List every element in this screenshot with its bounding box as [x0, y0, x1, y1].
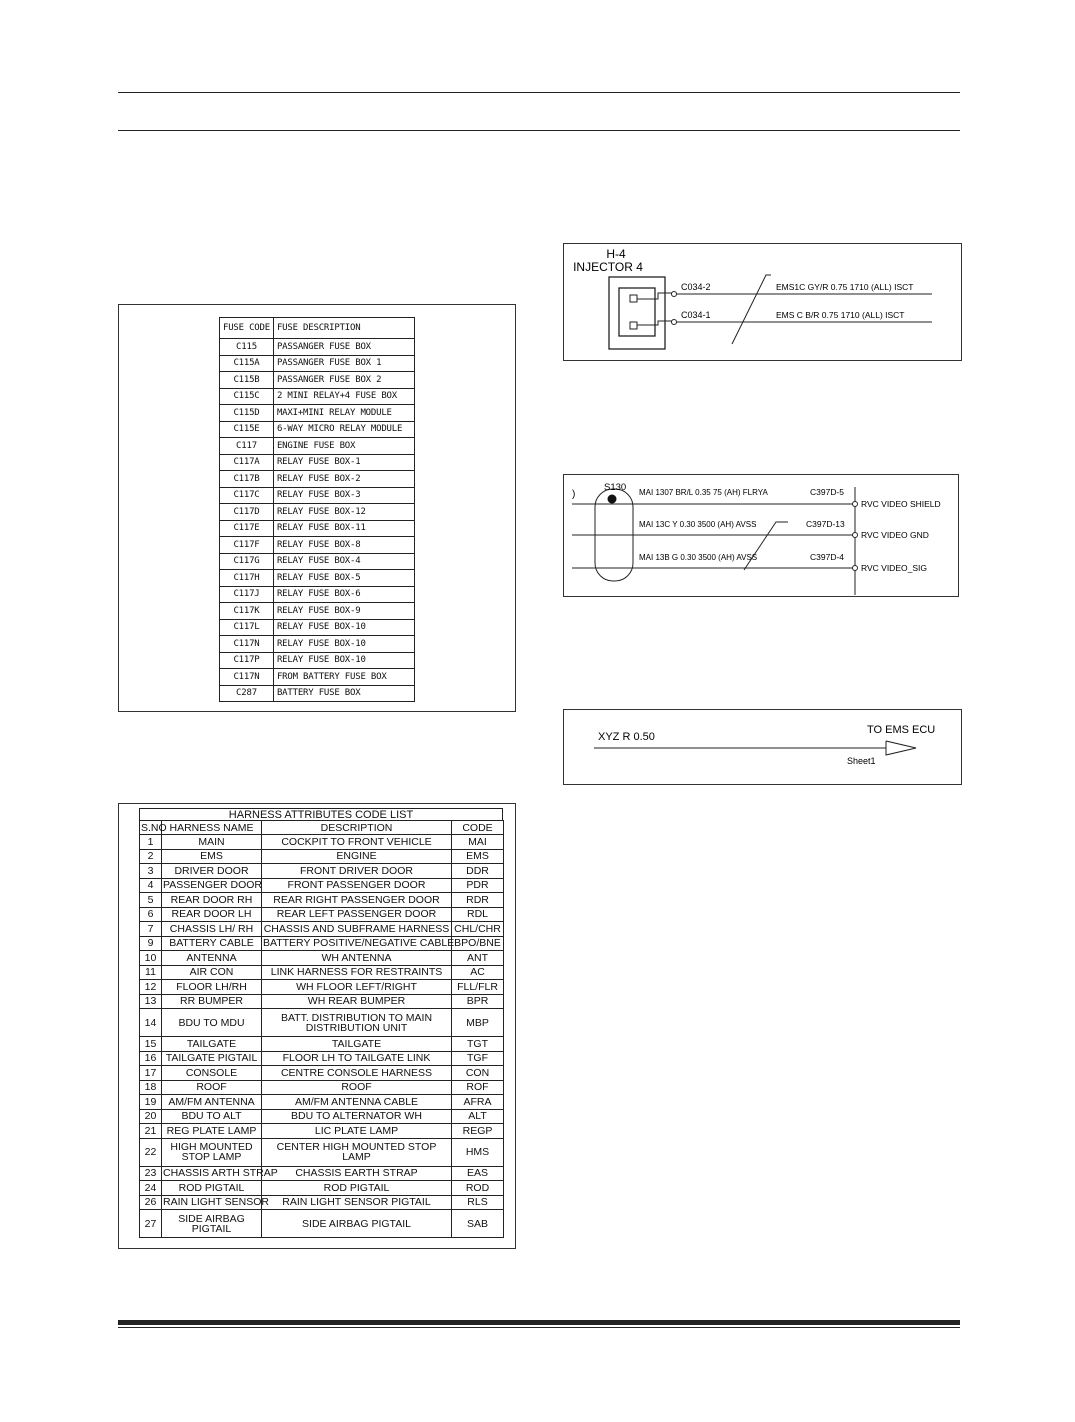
fuse-table-row: [220, 570, 415, 587]
injector-contact-bottom: [630, 322, 637, 329]
harness-table-row: [140, 849, 504, 864]
rvc-pin-shield: [853, 502, 858, 507]
harness-name-cell: CHASSIS ARTH STRAP: [163, 1167, 278, 1180]
sno-header: S.NO: [141, 821, 167, 834]
sno-cell: 9: [140, 936, 162, 951]
harness-name-cell: BDU TO ALT: [162, 1109, 262, 1124]
offsheet-destination: TO EMS ECU: [867, 724, 936, 736]
harness-name-cell: ROD PIGTAIL: [162, 1181, 262, 1196]
fuse-code-cell: C117D: [220, 504, 274, 521]
description-cell: CENTRE CONSOLE HARNESS: [262, 1066, 452, 1081]
twisted-pair-mark: [732, 275, 771, 344]
fuse-description-cell: PASSANGER FUSE BOX 2: [273, 372, 414, 389]
fuse-table-row: [220, 454, 415, 471]
fuse-code-header: FUSE CODE: [220, 318, 274, 339]
header-rule-top: [118, 92, 960, 93]
shield-bracket-mark: ): [572, 489, 576, 500]
harness-table-row: [140, 1210, 504, 1238]
harness-name-cell: ROOF: [162, 1080, 262, 1095]
description-cell: TAILGATE: [262, 1037, 452, 1052]
sno-cell: 6: [140, 907, 162, 922]
sno-cell: 19: [140, 1095, 162, 1110]
sno-cell: 3: [140, 864, 162, 879]
rvc-wire-gnd-spec: MAI 13C Y 0.30 3500 (AH) AVSS: [639, 520, 757, 529]
harness-name-cell: ANTENNA: [162, 951, 262, 966]
harness-table-row: [140, 951, 504, 966]
code-cell: RLS: [452, 1195, 504, 1210]
sno-cell: 24: [140, 1181, 162, 1196]
harness-table-row: [140, 965, 504, 980]
rvc-conn-gnd: C397D-13: [806, 519, 845, 529]
sno-cell: 20: [140, 1109, 162, 1124]
code-cell: ANT: [452, 951, 504, 966]
fuse-description-cell: RELAY FUSE BOX-5: [273, 570, 414, 587]
harness-table-row: [140, 1181, 504, 1196]
code-cell: CHL/CHR: [452, 922, 504, 937]
injector-ref-label: H-4: [606, 247, 626, 261]
harness-name-cell: MAIN: [162, 835, 262, 850]
harness-name-cell: SIDE AIRBAG PIGTAIL: [162, 1210, 262, 1238]
description-cell: RAIN LIGHT SENSOR PIGTAIL: [262, 1195, 452, 1210]
fuse-code-cell: C287: [220, 685, 274, 702]
harness-table-title: HARNESS ATTRIBUTES CODE LIST: [139, 808, 503, 821]
harness-table-row: [140, 922, 504, 937]
fuse-description-header: FUSE DESCRIPTION: [273, 318, 414, 339]
fuse-table-row: [220, 586, 415, 603]
code-cell: EMS: [452, 849, 504, 864]
rvc-signal-gnd: RVC VIDEO GND: [861, 530, 929, 540]
injector-pin-top-label: C034-2: [681, 282, 711, 292]
code-cell: PDR: [452, 878, 504, 893]
fuse-table-row: [220, 504, 415, 521]
fuse-description-cell: RELAY FUSE BOX-11: [273, 520, 414, 537]
pin-marker-top: [672, 292, 677, 297]
fuse-description-cell: PASSANGER FUSE BOX 1: [273, 355, 414, 372]
description-cell: REAR RIGHT PASSENGER DOOR: [262, 893, 452, 908]
description-header: DESCRIPTION: [262, 821, 452, 835]
code-cell: ROD: [452, 1181, 504, 1196]
rvc-signal-sig: RVC VIDEO_SIG: [861, 563, 927, 573]
fuse-table-row: [220, 603, 415, 620]
fuse-description-cell: 2 MINI RELAY+4 FUSE BOX: [273, 388, 414, 405]
description-cell: CENTER HIGH MOUNTED STOP LAMP: [262, 1138, 452, 1166]
harness-table-row: [140, 907, 504, 922]
fuse-table-row: [220, 685, 415, 702]
harness-table-row: [140, 1066, 504, 1081]
offsheet-diagram: [564, 710, 960, 783]
harness-name-cell: AIR CON: [162, 965, 262, 980]
harness-table-row: [140, 980, 504, 995]
fuse-description-cell: RELAY FUSE BOX-10: [273, 636, 414, 653]
harness-table-row: [140, 1009, 504, 1037]
splice-dot: [608, 495, 617, 504]
description-cell: COCKPIT TO FRONT VEHICLE: [262, 835, 452, 850]
fuse-description-cell: MAXI+MINI RELAY MODULE: [273, 405, 414, 422]
harness-table-row: [140, 1138, 504, 1166]
harness-name-cell: TAILGATE PIGTAIL: [162, 1051, 262, 1066]
harness-name-cell: CONSOLE: [162, 1066, 262, 1081]
fuse-code-cell: C115B: [220, 372, 274, 389]
offsheet-sheet-label: Sheet1: [847, 756, 876, 766]
harness-name-cell: EMS: [162, 849, 262, 864]
harness-name-cell: CHASSIS LH/ RH: [162, 922, 262, 937]
sno-cell: 26: [140, 1195, 162, 1210]
injector-wire-bottom-label: EMS C B/R 0.75 1710 (ALL) ISCT: [776, 310, 905, 320]
fuse-description-cell: RELAY FUSE BOX-10: [273, 619, 414, 636]
fuse-table-row: [220, 669, 415, 686]
harness-name-cell: REG PLATE LAMP: [162, 1124, 262, 1139]
harness-name-cell: RAIN LIGHT SENSOR: [163, 1196, 269, 1209]
fuse-table-row: [220, 553, 415, 570]
fuse-description-cell: RELAY FUSE BOX-2: [273, 471, 414, 488]
description-cell: FLOOR LH TO TAILGATE LINK: [262, 1051, 452, 1066]
code-cell: FLL/FLR: [452, 980, 504, 995]
code-cell: AFRA: [452, 1095, 504, 1110]
harness-table-row: [140, 936, 504, 951]
sno-cell: 27: [140, 1210, 162, 1238]
description-cell: SIDE AIRBAG PIGTAIL: [262, 1210, 452, 1238]
rvc-pin-gnd: [853, 533, 858, 538]
fuse-code-cell: C117N: [220, 636, 274, 653]
harness-name-cell: AM/FM ANTENNA: [162, 1095, 262, 1110]
fuse-description-cell: RELAY FUSE BOX-9: [273, 603, 414, 620]
sno-cell: 15: [140, 1037, 162, 1052]
harness-name-cell: HIGH MOUNTED STOP LAMP: [162, 1138, 262, 1166]
offsheet-wire-label: XYZ R 0.50: [598, 731, 655, 743]
fuse-code-cell: C115: [220, 339, 274, 356]
fuse-table-row: [220, 405, 415, 422]
sno-cell: 10: [140, 951, 162, 966]
rvc-wire-shield-spec: MAI 1307 BR/L 0.35 75 (AH) FLRYA: [639, 488, 768, 497]
rvc-conn-sig: C397D-4: [810, 552, 845, 562]
fuse-description-cell: RELAY FUSE BOX-1: [273, 454, 414, 471]
harness-name-cell: PASSENGER DOOR: [163, 879, 262, 892]
harness-table-row: [140, 1051, 504, 1066]
code-cell: MBP: [452, 1009, 504, 1037]
code-cell: HMS: [452, 1138, 504, 1166]
harness-table-row: [140, 864, 504, 879]
code-cell: BPO/BNE: [452, 936, 504, 951]
fuse-code-cell: C117: [220, 438, 274, 455]
offsheet-diagram-panel: [563, 709, 962, 785]
sno-cell: 22: [140, 1138, 162, 1166]
sno-cell: 2: [140, 849, 162, 864]
code-cell: REGP: [452, 1124, 504, 1139]
fuse-table-row: [220, 372, 415, 389]
harness-name-cell: REAR DOOR RH: [162, 893, 262, 908]
fuse-table-row: [220, 652, 415, 669]
fuse-table-body: [220, 339, 415, 702]
description-cell: ROD PIGTAIL: [262, 1181, 452, 1196]
description-cell: FRONT DRIVER DOOR: [262, 864, 452, 879]
sno-cell: 23: [140, 1166, 162, 1181]
footer-rule-thin: [118, 1327, 960, 1328]
fuse-table-row: [220, 388, 415, 405]
fuse-code-cell: C117B: [220, 471, 274, 488]
sno-cell: 12: [140, 980, 162, 995]
fuse-table-row: [220, 537, 415, 554]
rvc-conn-shield: C397D-5: [810, 487, 845, 497]
rvc-twist-mark: [744, 522, 788, 570]
fuse-code-cell: C117C: [220, 487, 274, 504]
description-cell: ROOF: [262, 1080, 452, 1095]
code-cell: TGT: [452, 1037, 504, 1052]
fuse-description-cell: ENGINE FUSE BOX: [273, 438, 414, 455]
fuse-code-table: [219, 317, 415, 702]
fuse-description-cell: RELAY FUSE BOX-4: [273, 553, 414, 570]
fuse-code-cell: C117E: [220, 520, 274, 537]
code-cell: TGF: [452, 1051, 504, 1066]
harness-name-cell: REAR DOOR LH: [162, 907, 262, 922]
fuse-description-cell: 6-WAY MICRO RELAY MODULE: [273, 421, 414, 438]
fuse-code-cell: C117L: [220, 619, 274, 636]
harness-name-cell: FLOOR LH/RH: [162, 980, 262, 995]
sno-cell: 13: [140, 994, 162, 1009]
code-cell: ALT: [452, 1109, 504, 1124]
code-cell: CON: [452, 1066, 504, 1081]
code-cell: MAI: [452, 835, 504, 850]
fuse-description-cell: BATTERY FUSE BOX: [273, 685, 414, 702]
sno-cell: 16: [140, 1051, 162, 1066]
harness-table-row: [140, 835, 504, 850]
description-cell: REAR LEFT PASSENGER DOOR: [262, 907, 452, 922]
harness-table-row: [140, 994, 504, 1009]
harness-name-cell: RR BUMPER: [162, 994, 262, 1009]
code-cell: EAS: [452, 1166, 504, 1181]
harness-table-row: [140, 893, 504, 908]
harness-attributes-table: [139, 820, 504, 1238]
fuse-table-row: [220, 471, 415, 488]
fuse-description-cell: RELAY FUSE BOX-6: [273, 586, 414, 603]
fuse-table-row: [220, 619, 415, 636]
harness-table-body: [140, 835, 504, 1238]
fuse-code-cell: C117A: [220, 454, 274, 471]
harness-table-row: [140, 1095, 504, 1110]
injector-contact-top: [630, 295, 637, 302]
fuse-code-cell: C117G: [220, 553, 274, 570]
injector-pin-bottom-label: C034-1: [681, 310, 711, 320]
sno-cell: 18: [140, 1080, 162, 1095]
fuse-code-cell: C117H: [220, 570, 274, 587]
sno-cell: 7: [140, 922, 162, 937]
fuse-code-cell: C117K: [220, 603, 274, 620]
harness-name-cell: TAILGATE: [162, 1037, 262, 1052]
injector-diagram: [564, 244, 960, 359]
code-cell: RDR: [452, 893, 504, 908]
fuse-code-cell: C117J: [220, 586, 274, 603]
rvc-signal-shield: RVC VIDEO SHIELD: [861, 499, 941, 509]
footer-rule-thick: [118, 1320, 960, 1325]
description-cell: AM/FM ANTENNA CABLE: [262, 1095, 452, 1110]
sno-cell: 5: [140, 893, 162, 908]
fuse-table-row: [220, 421, 415, 438]
description-cell: BATT. DISTRIBUTION TO MAIN DISTRIBUTION UNIT: [262, 1009, 452, 1037]
harness-name-cell: DRIVER DOOR: [162, 864, 262, 879]
rvc-video-diagram-panel: [563, 474, 959, 597]
sno-cell: 14: [140, 1009, 162, 1037]
sno-cell: 21: [140, 1124, 162, 1139]
fuse-code-cell: C117P: [220, 652, 274, 669]
sno-cell: 1: [140, 835, 162, 850]
fuse-code-cell: C117N: [220, 669, 274, 686]
harness-name-cell: BDU TO MDU: [162, 1009, 262, 1037]
description-cell: FRONT PASSENGER DOOR: [262, 878, 452, 893]
description-cell: WH ANTENNA: [262, 951, 452, 966]
fuse-description-cell: PASSANGER FUSE BOX: [273, 339, 414, 356]
harness-table-row: [140, 1080, 504, 1095]
fuse-description-cell: RELAY FUSE BOX-3: [273, 487, 414, 504]
injector-wire-top-label: EMS1C GY/R 0.75 1710 (ALL) ISCT: [776, 282, 914, 292]
splice-label: S130: [604, 482, 627, 493]
fuse-description-cell: FROM BATTERY FUSE BOX: [273, 669, 414, 686]
fuse-table-row: [220, 520, 415, 537]
offsheet-arrow: [886, 741, 916, 755]
code-cell: DDR: [452, 864, 504, 879]
harness-table-row: [140, 878, 504, 893]
description-cell: BDU TO ALTERNATOR WH: [262, 1109, 452, 1124]
harness-attributes-panel: [118, 803, 516, 1249]
fuse-code-panel: [118, 304, 516, 712]
harness-table-row: [140, 1109, 504, 1124]
header-rule-bottom: [118, 130, 960, 131]
injector-name-label: INJECTOR 4: [573, 260, 643, 274]
description-cell: LIC PLATE LAMP: [262, 1124, 452, 1139]
rvc-video-diagram: [564, 475, 957, 595]
harness-table-row: [140, 1166, 504, 1181]
fuse-code-cell: C115C: [220, 388, 274, 405]
description-cell: CHASSIS AND SUBFRAME HARNESS: [262, 922, 452, 937]
harness-name-cell: BATTERY CABLE: [162, 936, 262, 951]
description-cell: BATTERY POSITIVE/NEGATIVE CABLE: [263, 937, 455, 950]
sno-cell: 11: [140, 965, 162, 980]
description-cell: CHASSIS EARTH STRAP: [262, 1166, 452, 1181]
description-cell: ENGINE: [262, 849, 452, 864]
fuse-code-cell: C115D: [220, 405, 274, 422]
injector-diagram-panel: [563, 243, 962, 361]
description-cell: WH REAR BUMPER: [262, 994, 452, 1009]
code-cell: RDL: [452, 907, 504, 922]
fuse-code-cell: C115E: [220, 421, 274, 438]
rvc-pin-sig: [853, 566, 858, 571]
code-header: CODE: [452, 821, 504, 835]
fuse-table-row: [220, 438, 415, 455]
description-cell: LINK HARNESS FOR RESTRAINTS: [262, 965, 452, 980]
fuse-description-cell: RELAY FUSE BOX-8: [273, 537, 414, 554]
fuse-table-row: [220, 487, 415, 504]
sno-cell: 4: [140, 878, 162, 893]
harness-table-row: [140, 1124, 504, 1139]
code-cell: SAB: [452, 1210, 504, 1238]
fuse-description-cell: RELAY FUSE BOX-10: [273, 652, 414, 669]
fuse-code-cell: C117F: [220, 537, 274, 554]
sno-cell: 17: [140, 1066, 162, 1081]
code-cell: BPR: [452, 994, 504, 1009]
harness-table-row: [140, 1195, 504, 1210]
pin-marker-bottom: [672, 320, 677, 325]
harness-name-header: HARNESS NAME: [162, 821, 262, 835]
rvc-wire-sig-spec: MAI 13B G 0.30 3500 (AH) AVSS: [639, 553, 758, 562]
harness-table-row: [140, 1037, 504, 1052]
fuse-table-row: [220, 339, 415, 356]
fuse-code-cell: C115A: [220, 355, 274, 372]
fuse-table-row: [220, 636, 415, 653]
code-cell: ROF: [452, 1080, 504, 1095]
fuse-table-row: [220, 355, 415, 372]
description-cell: WH FLOOR LEFT/RIGHT: [262, 980, 452, 995]
code-cell: AC: [452, 965, 504, 980]
fuse-description-cell: RELAY FUSE BOX-12: [273, 504, 414, 521]
